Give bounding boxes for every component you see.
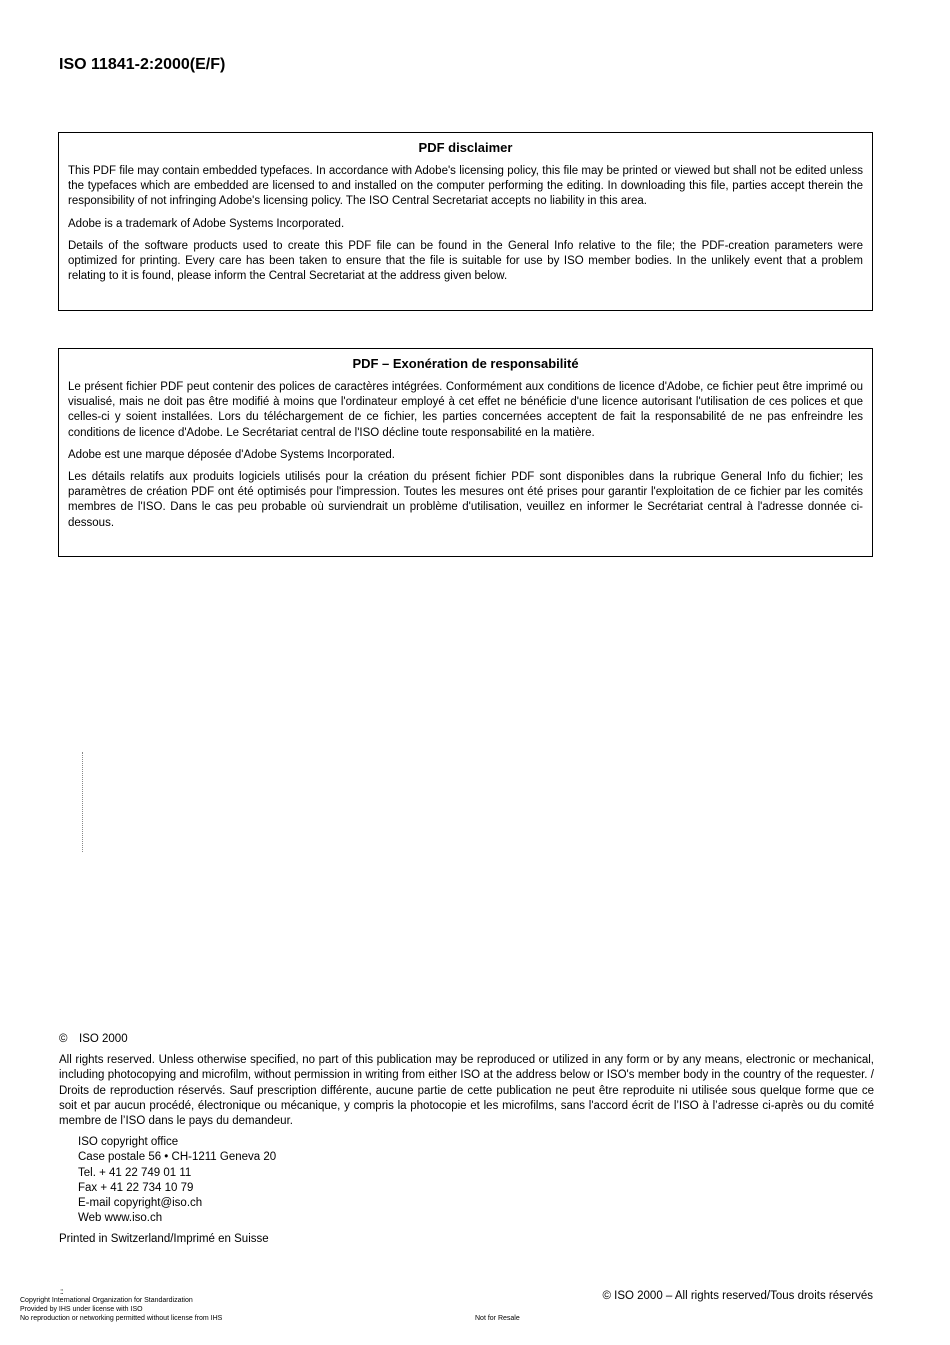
footer-line: No reproduction or networking permitted without license from IHS [20,1315,223,1322]
copyright-symbol: © [59,1033,68,1045]
pdf-disclaimer-box [58,132,873,311]
office-web: Web www.iso.ch [78,1212,163,1225]
disclaimer-paragraph: This PDF file may contain embedded typefaces. In accordance with Adobe's licensing policy, this file may be printed or viewed but shall not be edited unless the typefaces which are embedded are licensed to and installed on the computer performing the editing. In downloading this file, parties accept therein the responsibility of not infringing Adobe's licensing policy. The ISO Central Secretariat accepts no liability in this area. [68,165,863,208]
disclaimer-fr-title: PDF – Exonération de responsabilité [352,356,579,371]
office-email: E-mail copyright@iso.ch [78,1197,203,1210]
disclaimer-paragraph: Adobe is a trademark of Adobe Systems Incorporated. [68,217,345,230]
document-id: ISO 11841-2:2000(E/F) [59,56,226,73]
ihs-footer [20,1287,223,1323]
office-line: ISO copyright office [78,1136,179,1149]
office-fax: Fax + 41 22 734 10 79 [78,1181,194,1194]
scan-artifact-mark [82,752,85,852]
rights-statement: All rights reserved. Unless otherwise specified, no part of this publication may be reproduced or utilized in any form or by any means, electronic or mechanical, including photocopying and microfilm, without permission in writing from either ISO at the address below or ISO's member body in the country of the requester. / Droits de reproduction réservés. Sauf prescription différente, aucune partie de cette publication ne peut être reproduite ni utilisée sous quelque forme que ce soit et par aucun procédé, électronique ou mécanique, y compris la photocopie et les microfilms, sans l'accord écrit de l’ISO à l’adresse ci-après ou du comité membre de l’ISO dans le pays du demandeur. [59,1054,874,1128]
footer-line: Provided by IHS under license with ISO [20,1306,143,1313]
copyright-office-address [78,1135,874,1226]
disclaimer-fr-paragraph: Le présent fichier PDF peut contenir des polices de caractères intégrées. Conformément aux conditions de licence d'Adobe, ce fichier peut être imprimé ou visualisé, mais ne doit pas être modifié à moins que l'ordinateur employé à cet effet ne bénéficie d'une licence autorisant l'utilisation de ces polices et que celles-ci y soient installées. Lors du téléchargement de ce fichier, les parties concernées acceptent de fait la responsabilité de ne pas enfreindre les conditions de licence d'Adobe. Le Secrétariat central de l'ISO décline toute responsabilité en la matière. [68,381,863,439]
footer-copyright: © ISO 2000 – All rights reserved/Tous droits réservés [602,1290,873,1302]
office-line: Case postale 56 • CH-1211 Geneva 20 [78,1151,277,1164]
disclaimer-fr-paragraph: Adobe est une marque déposée d'Adobe Systems Incorporated. [68,448,395,461]
disclaimer-title: PDF disclaimer [418,140,513,155]
disclaimer-paragraph: Details of the software products used to create this PDF file can be found in the General Info relative to the file; the PDF-creation parameters were optimized for printing. Every care has been taken to ensure that the file is suitable for use by ISO member bodies. In the unlikely event that a problem relating to it is found, please inform the Central Secretariat at the address given below. [68,239,863,283]
copyright-year: ISO 2000 [79,1033,128,1045]
printed-in: Printed in Switzerland/Imprimé en Suisse [59,1233,269,1246]
not-for-resale: Not for Resale [475,1315,520,1322]
footer-line: Copyright International Organization for Standardization [20,1297,193,1304]
disclaimer-fr-paragraph: Les détails relatifs aux produits logiciels utilisés pour la création du présent fichier PDF sont disponibles dans la rubrique General Info du fichier; les paramètres de création PDF ont été optimisés pour l'impression. Toutes les mesures ont été prises pour garantir l'exploitation de ce fichier par les comités membres de l'ISO. Dans le cas peu probable où surviendrait un problème d'utilisation, veuillez en informer le Secrétariat central à l'adresse donnée ci-dessous. [68,471,863,529]
copyright-line [59,1032,874,1047]
copyright-block [59,1032,874,1248]
pdf-disclaimer-fr-box [58,348,873,557]
footer-dots: :: [60,1287,63,1296]
office-phone: Tel. + 41 22 749 01 11 [78,1166,192,1179]
